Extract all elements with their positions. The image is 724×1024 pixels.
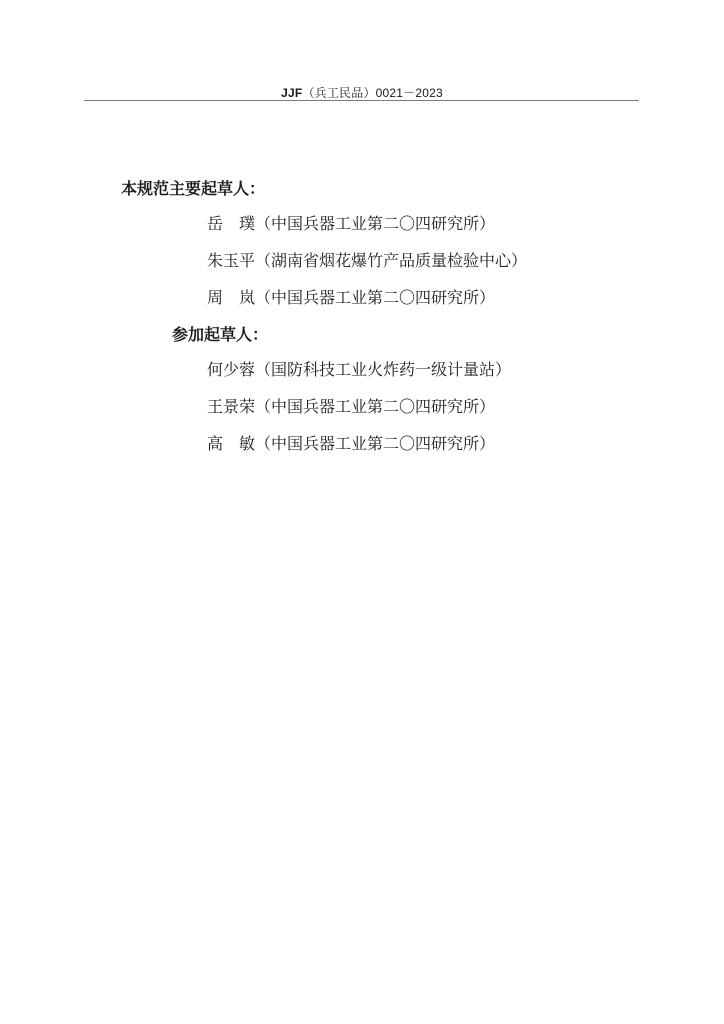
drafter-organization: （中国兵器工业第二〇四研究所） bbox=[255, 434, 496, 453]
drafter-organization: （中国兵器工业第二〇四研究所） bbox=[255, 397, 496, 416]
main-drafters-title: 本规范主要起草人： bbox=[121, 179, 266, 198]
participating-drafters-title: 参加起草人： bbox=[172, 325, 269, 344]
drafter-organization: （国防科技工业火炸药一级计量站） bbox=[255, 360, 512, 379]
drafter-name: 王景荣 bbox=[207, 397, 256, 416]
participating-drafter-row bbox=[207, 357, 511, 380]
main-drafter-row bbox=[207, 211, 495, 234]
drafter-name: 何少蓉 bbox=[207, 360, 256, 379]
main-drafter-row bbox=[207, 248, 527, 271]
participating-drafter-row bbox=[207, 431, 495, 454]
standard-category: （兵工民品） bbox=[302, 86, 376, 100]
drafter-name: 周 岚 bbox=[207, 288, 256, 307]
document-code-header bbox=[0, 84, 724, 101]
participating-drafter-row bbox=[207, 394, 495, 417]
drafter-organization: （湖南省烟花爆竹产品质量检验中心） bbox=[255, 251, 528, 270]
header-rule bbox=[84, 100, 639, 101]
drafter-name: 朱玉平 bbox=[207, 251, 256, 270]
drafter-organization: （中国兵器工业第二〇四研究所） bbox=[255, 288, 496, 307]
drafter-name: 岳 璞 bbox=[207, 214, 256, 233]
main-drafter-row bbox=[207, 285, 495, 308]
drafter-name: 高 敏 bbox=[207, 434, 256, 453]
drafter-organization: （中国兵器工业第二〇四研究所） bbox=[255, 214, 496, 233]
standard-prefix: JJF bbox=[281, 86, 303, 100]
standard-number: 0021－2023 bbox=[375, 86, 443, 100]
